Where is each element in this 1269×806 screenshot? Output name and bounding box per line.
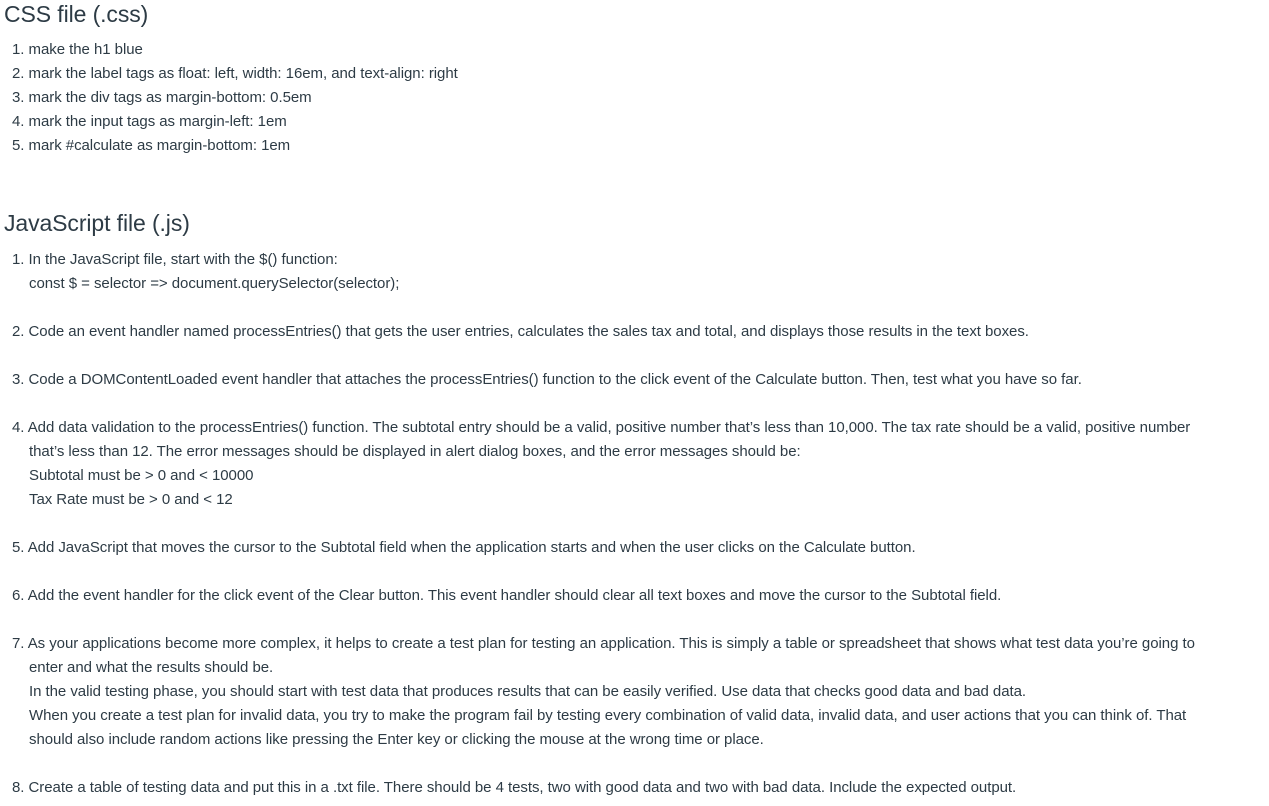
js-item-4-line-1: 4. Add data validation to the processEntries() function. The subtotal entry should be a valid, positive number that’s less than 10,000. The tax rate should be a valid, positive number bbox=[12, 419, 1191, 436]
js-item-1-code: const $ = selector => document.querySelector(selector); bbox=[29, 275, 400, 292]
css-item-1: 1. make the h1 blue bbox=[12, 41, 143, 58]
js-item-7-line-5: should also include random actions like pressing the Enter key or clicking the mouse at the wrong time or place. bbox=[29, 731, 764, 748]
js-item-8: 8. Create a table of testing data and put this in a .txt file. There should be 4 tests, two with good data and two with bad data. Include the expected output. bbox=[12, 779, 1017, 796]
js-item-4-error-subtotal: Subtotal must be > 0 and < 10000 bbox=[29, 467, 254, 484]
js-item-2: 2. Code an event handler named processEntries() that gets the user entries, calculates the sales tax and total, and displays those results in the text boxes. bbox=[12, 323, 1029, 340]
js-item-4-line-2: that’s less than 12. The error messages should be displayed in alert dialog boxes, and the error messages should be: bbox=[29, 443, 801, 460]
js-item-4-error-taxrate: Tax Rate must be > 0 and < 12 bbox=[29, 491, 233, 508]
css-section-heading: CSS file (.css) bbox=[4, 1, 149, 27]
css-item-5: 5. mark #calculate as margin-bottom: 1em bbox=[12, 137, 291, 154]
js-item-6: 6. Add the event handler for the click event of the Clear button. This event handler should clear all text boxes and move the cursor to the Subtotal field. bbox=[12, 587, 1002, 604]
js-item-3: 3. Code a DOMContentLoaded event handler that attaches the processEntries() function to the click event of the Calculate button. Then, test what you have so far. bbox=[12, 371, 1082, 388]
js-item-5: 5. Add JavaScript that moves the cursor to the Subtotal field when the application starts and when the user clicks on the Calculate button. bbox=[12, 539, 916, 556]
js-item-7-line-2: enter and what the results should be. bbox=[29, 659, 274, 676]
js-section-heading: JavaScript file (.js) bbox=[4, 210, 190, 236]
css-item-4: 4. mark the input tags as margin-left: 1em bbox=[12, 113, 287, 130]
js-item-7-line-3: In the valid testing phase, you should start with test data that produces results that can be easily verified. Use data that checks good data and bad data. bbox=[29, 683, 1027, 700]
js-item-7-line-1: 7. As your applications become more complex, it helps to create a test plan for testing an application. This is simply a table or spreadsheet that shows what test data you’re going to bbox=[12, 635, 1195, 652]
css-item-2: 2. mark the label tags as float: left, width: 16em, and text-align: right bbox=[12, 65, 458, 82]
js-item-1-text: 1. In the JavaScript file, start with the $() function: bbox=[12, 251, 338, 268]
js-item-7-line-4: When you create a test plan for invalid data, you try to make the program fail by testing every combination of valid data, invalid data, and user actions that you can think of. That bbox=[29, 707, 1187, 724]
css-item-3: 3. mark the div tags as margin-bottom: 0.5em bbox=[12, 89, 312, 106]
